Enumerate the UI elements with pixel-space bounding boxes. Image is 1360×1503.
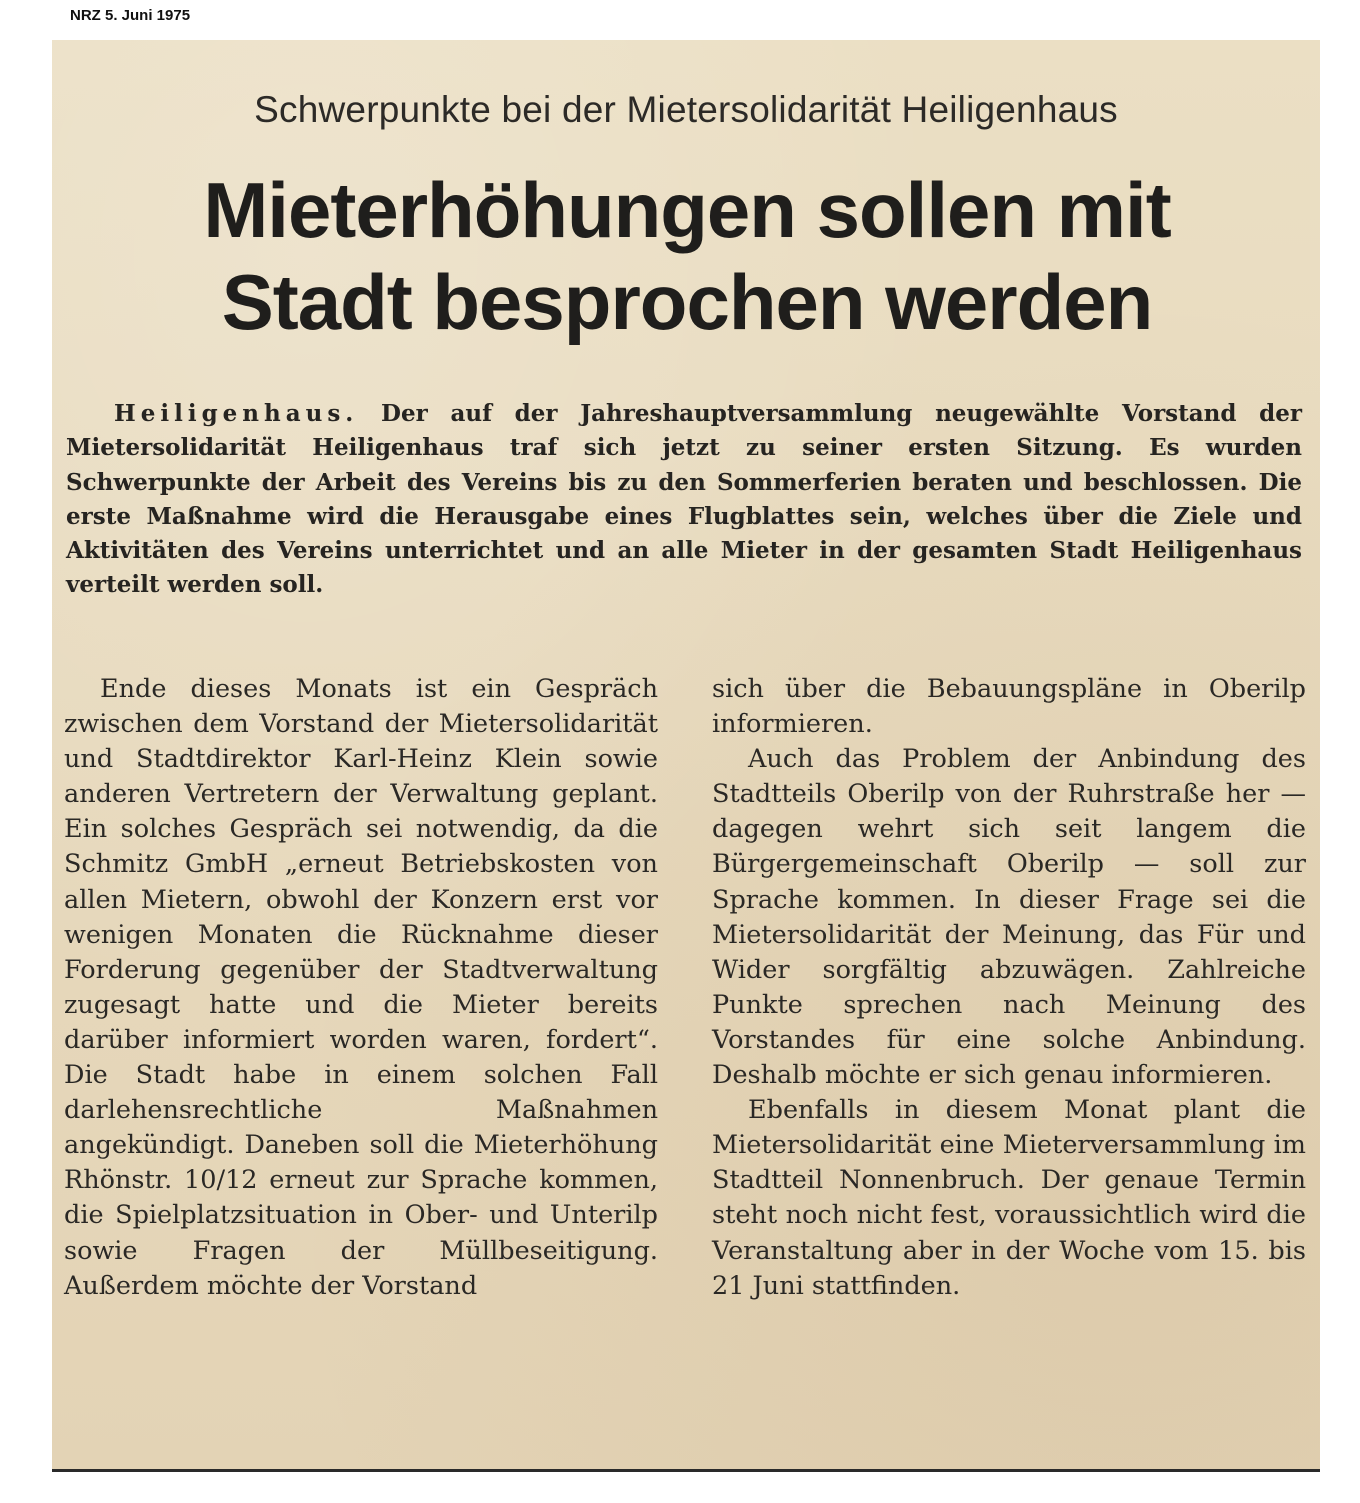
body-paragraph: Auch das Problem der Anbindung des Stadtteils Oberilp von der Ruhrstraße her — dagegen wehrt sich seit langem die Bürgergemeinschaft Oberilp — soll zur Sprache kommen. In dieser Frage sei die Mietersolidarität der Meinung, das Für und Wider sorgfältig abzuwägen. Zahlreiche Punkte sprechen nach Meinung des Vorstandes für eine solche Anbindung. Deshalb möchte er sich genau informieren. — [712, 744, 1306, 1091]
body-paragraph: sich über die Bebauungspläne in Oberilp informieren. — [712, 674, 1306, 740]
article-kicker: Schwerpunkte bei der Mietersolidarität Heiligenhaus — [254, 89, 1118, 130]
body-paragraph: Ende dieses Monats ist ein Gespräch zwischen dem Vorstand der Mietersolidarität und Stadtdirektor Karl-Heinz Klein sowie anderen Vertretern der Verwaltung geplant. Ein solches Gespräch sei notwendig, da die Schmitz GmbH „erneut Betriebskosten von allen Mietern, obwohl der Konzern erst vor wenigen Monaten die Rücknahme dieser Forderung gegenüber der Stadtverwaltung zugesagt hatte und die Mieter bereits darüber informiert worden waren, fordert“. Die Stadt habe in einem solchen Fall darlehensrechtliche Maßnahmen angekündigt. Daneben soll die Mieterhöhung Rhönstr. 10/12 erneut zur Sprache kommen, die Spielplatzsituation in Ober- und Unterilp sowie Fragen der Müllbeseitigung. Außerdem möchte der Vorstand — [64, 674, 658, 1301]
lead-dateline: Heiligenhaus. — [114, 400, 359, 427]
article-body — [64, 672, 1308, 1432]
article-headline — [67, 164, 1307, 348]
headline-line-1: Mieterhöhungen sollen mit — [203, 166, 1171, 254]
left-column — [64, 672, 658, 1304]
source-label: NRZ 5. Juni 1975 — [70, 7, 191, 24]
right-column — [712, 672, 1306, 1304]
lead-text: Der auf der Jahreshauptversammlung neugewählte Vorstand der Mietersolidarität Heiligenhaus traf sich jetzt zu seiner ersten Sitzung. Es wurden Schwerpunkte der Arbeit des Vereins bis zu den Sommerferien beraten und beschlossen. Die erste Maßnahme wird die Herausgabe eines Flugblattes sein, welches über die Ziele und Aktivitäten des Vereins unterrichtet und an alle Mieter in der gesamten Stadt Heiligenhaus verteilt werden soll. — [66, 400, 1302, 599]
body-paragraph: Ebenfalls in diesem Monat plant die Mietersolidarität eine Mieterversammlung im Stadtteil Nonnenbruch. Der genaue Termin steht noch nicht fest, voraussichtlich wird die Veranstaltung aber in der Woche vom 15. bis 21 Juni stattfinden. — [712, 1095, 1306, 1301]
newspaper-clipping — [52, 40, 1320, 1472]
article-lead — [66, 397, 1302, 603]
headline-line-2: Stadt besprochen werden — [221, 258, 1153, 346]
